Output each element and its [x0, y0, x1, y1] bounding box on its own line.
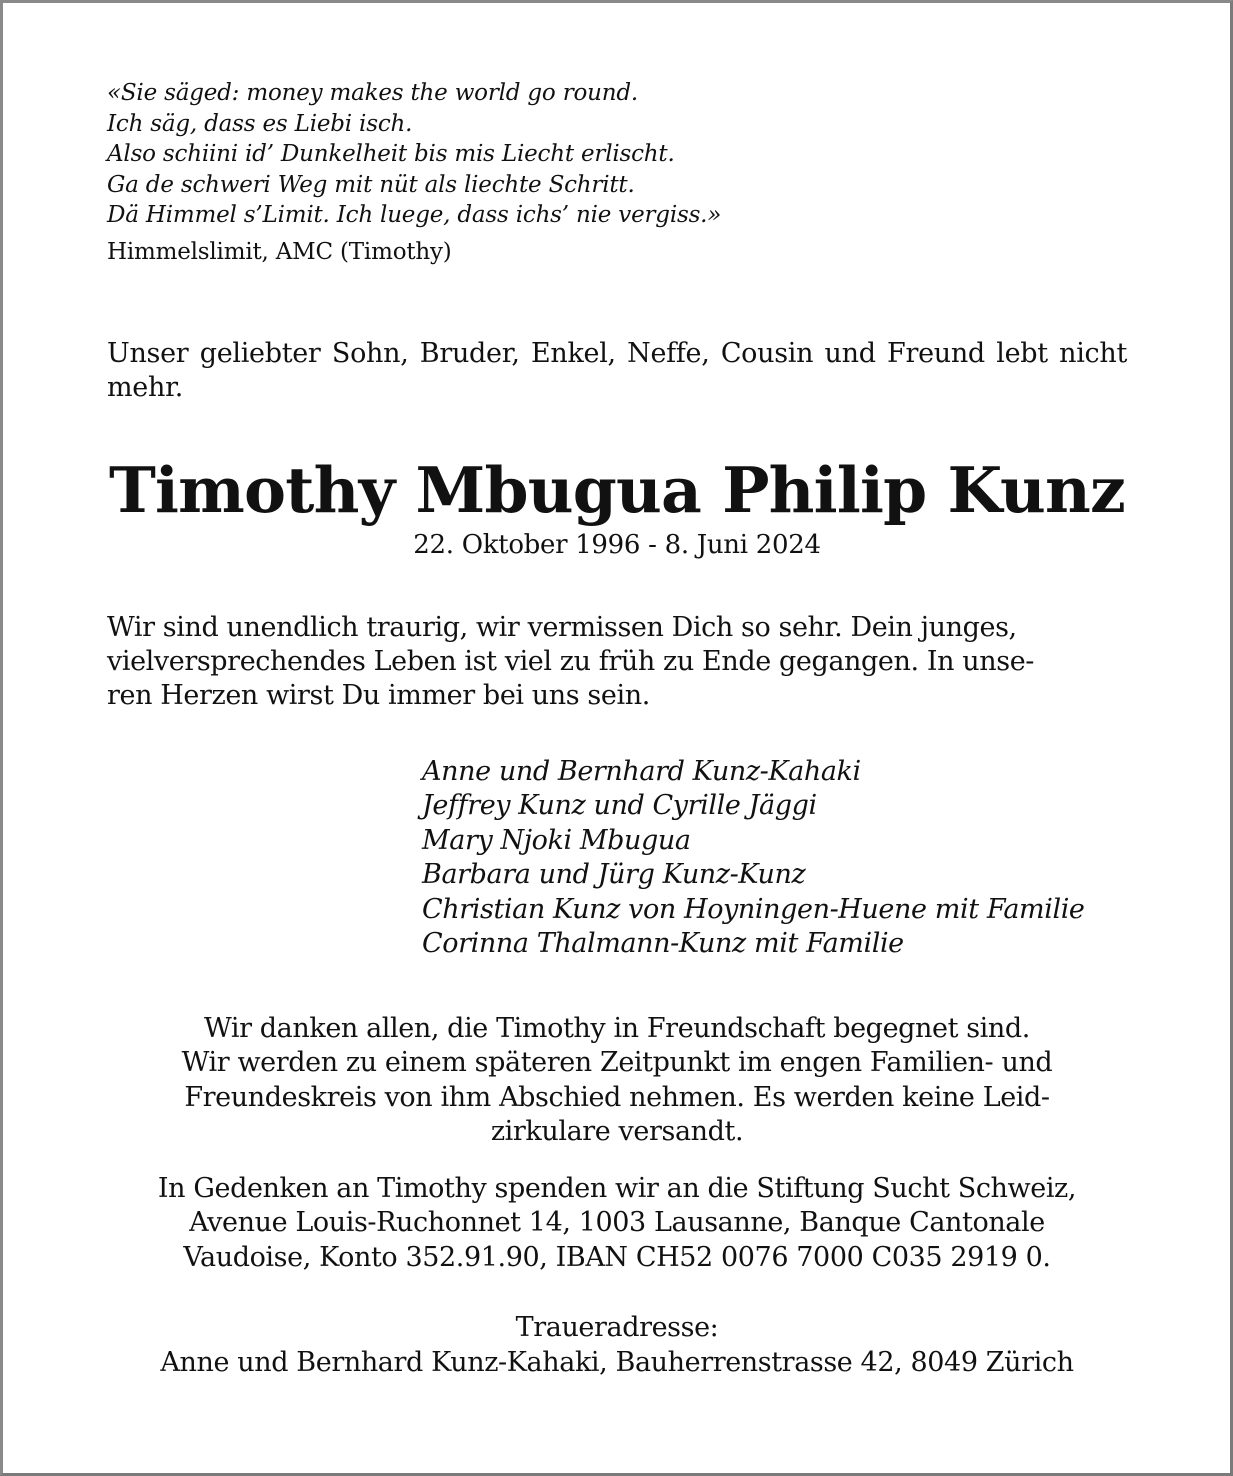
- thanks-line: Wir danken allen, die Timothy in Freundschaft begegnet sind.: [204, 1012, 1030, 1044]
- mourning-address: [107, 1311, 1127, 1380]
- thanks-paragraph: [107, 1012, 1127, 1150]
- donation-line: Vaudoise, Konto 352.91.90, IBAN CH52 0076 7000 C035 2919 0.: [183, 1241, 1051, 1273]
- deceased-name: Timothy Mbugua Philip Kunz: [108, 452, 1126, 527]
- mourner-name: Barbara und Jürg Kunz-Kunz: [422, 859, 806, 890]
- thanks-line: Freundeskreis von ihm Abschied nehmen. Es werden keine Leid-: [184, 1081, 1050, 1113]
- mourner-name: Jeffrey Kunz und Cyrille Jäggi: [422, 790, 817, 821]
- life-dates: 22. Oktober 1996 - 8. Juni 2024: [413, 529, 821, 560]
- mourner-name: Mary Njoki Mbugua: [422, 824, 691, 856]
- donation-paragraph: [107, 1172, 1127, 1276]
- donation-line: Avenue Louis-Ruchonnet 14, 1003 Lausanne, Banque Cantonale: [189, 1207, 1045, 1238]
- quote-line: «Sie säged: money makes the world go round.: [107, 80, 638, 106]
- message-line: ren Herzen wirst Du immer bei uns sein.: [107, 679, 650, 711]
- mourner-name: Corinna Thalmann-Kunz mit Familie: [422, 928, 904, 959]
- thanks-line: Wir werden zu einem späteren Zeitpunkt im engen Familien- und: [181, 1047, 1053, 1078]
- quote-line: Also schiini id’ Dunkelheit bis mis Liecht erlischt.: [107, 141, 675, 167]
- mourning-message: [107, 611, 1127, 713]
- quote-source: Himmelslimit, AMC (Timothy): [107, 238, 452, 265]
- mourner-name: Christian Kunz von Hoyningen-Huene mit Familie: [422, 893, 1085, 925]
- epigraph-quote: [107, 78, 1127, 231]
- mourner-name: Anne und Bernhard Kunz-Kahaki: [422, 755, 861, 787]
- intro-text: Unser geliebter Sohn, Bruder, Enkel, Neffe, Cousin und Freund lebt nicht mehr.: [107, 337, 1127, 403]
- message-line: vielversprechendes Leben ist viel zu früh zu Ende gegangen. In unse-: [107, 645, 1035, 677]
- obituary: [107, 78, 1127, 1380]
- address-value: Anne und Bernhard Kunz-Kahaki, Bauherrenstrasse 42, 8049 Zürich: [160, 1346, 1074, 1378]
- donation-line: In Gedenken an Timothy spenden wir an die Stiftung Sucht Schweiz,: [157, 1172, 1077, 1204]
- message-line: Wir sind unendlich traurig, wir vermissen Dich so sehr. Dein junges,: [107, 611, 1017, 643]
- quote-line: Dä Himmel s’Limit. Ich luege, dass ichs’ nie vergiss.»: [107, 202, 722, 228]
- address-label: Traueradresse:: [515, 1312, 719, 1343]
- mourners-list: [422, 755, 1127, 962]
- thanks-line: zirkulare versandt.: [490, 1116, 744, 1147]
- quote-line: Ga de schweri Weg mit nüt als liechte Schritt.: [107, 171, 635, 198]
- quote-line: Ich säg, dass es Liebi isch.: [107, 110, 413, 137]
